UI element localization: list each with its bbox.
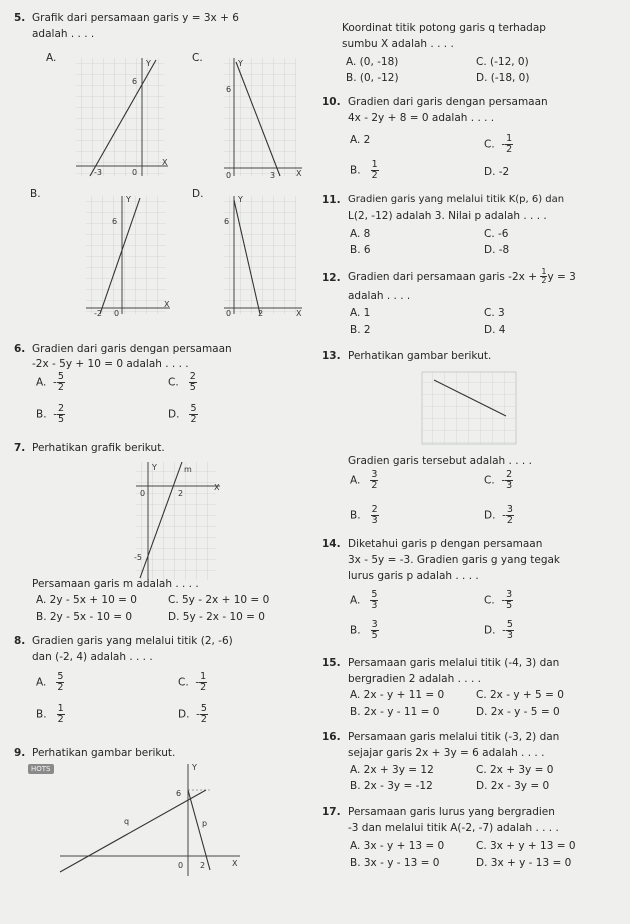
option-letter: C. (484, 594, 495, 607)
q12-option-c[interactable]: C. 3 (484, 307, 505, 319)
q15-text2: bergradien 2 adalah . . . . (348, 673, 481, 685)
q6-option-b[interactable] (36, 404, 65, 425)
q-label: q (124, 817, 130, 826)
fraction: $\frac{5}{2}$ (200, 703, 207, 725)
q10-text2: 4x - 2y + 8 = 0 adalah . . . . (348, 112, 495, 124)
p-label: p (202, 819, 208, 828)
y-axis-label: Y (126, 195, 131, 204)
q11-text2: L(2, -12) adalah 3. Nilai p adalah . . . . (348, 210, 547, 222)
q11-option-b[interactable]: B. 6 (350, 244, 371, 256)
origin: 0 (132, 168, 138, 177)
q12-option-a[interactable]: A. 1 (350, 307, 371, 319)
q13-option-d[interactable] (484, 505, 514, 526)
q7-option-c[interactable]: C. 5y - 2x + 10 = 0 (168, 594, 270, 606)
y-tick: 6 (176, 789, 182, 798)
q7-text: Perhatikan grafik berikut. (32, 442, 165, 454)
q9-option-c[interactable]: C. (-12, 0) (476, 56, 529, 68)
q11-option-a[interactable]: A. 8 (350, 228, 371, 240)
q5-graph-c (218, 52, 308, 182)
q17-text2: -3 dan melalui titik A(-2, -7) adalah . . . . (348, 822, 559, 834)
fraction: $\frac{1}{2}$ (57, 703, 64, 725)
x-tick: 2 (200, 861, 206, 870)
fraction: $\frac{1}{2}$ (371, 159, 378, 181)
option-letter: A. (350, 594, 361, 607)
option-letter: C. (484, 474, 495, 487)
q12-text2: adalah . . . . (348, 290, 411, 302)
q10-text: Gradien dari garis dengan persamaan (348, 96, 548, 108)
q6-text2: -2x - 5y + 10 = 0 adalah . . . . (32, 358, 189, 370)
grid (86, 196, 166, 314)
y-tick: 6 (224, 217, 230, 226)
q5-option-b-label[interactable]: B. (30, 188, 41, 200)
sign: - (502, 624, 506, 637)
option-letter: B. (36, 708, 47, 721)
fraction: $\frac{5}{2}$ (57, 371, 64, 393)
q9-text: Perhatikan gambar berikut. (32, 747, 176, 759)
sign: - (501, 138, 506, 151)
q8-text2: dan (-2, 4) adalah . . . . (32, 651, 153, 663)
y-tick: 6 (132, 77, 138, 86)
fraction: $\frac{1}{2}$ (506, 133, 513, 155)
q16-number: 16. (322, 731, 341, 743)
option-letter: A. (36, 676, 47, 689)
option-letter: B. (36, 408, 47, 421)
origin: 0 (114, 309, 120, 318)
y-axis-label: Y (238, 59, 243, 68)
option-letter: D. (484, 509, 496, 522)
q16-option-b[interactable]: B. 2x - 3y = -12 (350, 780, 433, 792)
q5-number: 5. (14, 12, 26, 24)
x-axis-label: X (296, 169, 302, 178)
q17-text: Persamaan garis lurus yang bergradien (348, 806, 555, 818)
option-letter: D. (168, 408, 180, 421)
grid (224, 58, 296, 176)
q7-option-a[interactable]: A. 2y - 5x + 10 = 0 (36, 594, 137, 606)
q11-option-d[interactable]: D. -8 (484, 244, 510, 256)
q14-option-c[interactable] (484, 590, 513, 611)
option-letter: B. (350, 164, 361, 177)
q10-option-b[interactable] (350, 160, 379, 181)
fraction: $\frac{2}{3}$ (371, 504, 378, 526)
y-axis-label: Y (152, 463, 157, 472)
q14-number: 14. (322, 538, 341, 550)
q8-option-b[interactable] (36, 704, 65, 725)
hots-badge: HOTS (28, 764, 54, 774)
q13-option-c[interactable] (484, 470, 513, 491)
fraction: $\frac{5}{2}$ (57, 671, 64, 693)
q14-option-d[interactable] (484, 620, 514, 641)
x-axis-label: X (296, 309, 302, 318)
q12-option-b[interactable]: B. 2 (350, 324, 371, 336)
q13-question: Gradien garis tersebut adalah . . . . (348, 455, 532, 467)
q9-option-a[interactable]: A. (0, -18) (346, 56, 399, 68)
sign: - (501, 474, 506, 487)
text-part: y = 3 (547, 270, 576, 283)
option-letter: B. (350, 509, 361, 522)
q13-text: Perhatikan gambar berikut. (348, 350, 492, 362)
q15-text: Persamaan garis melalui titik (-4, 3) dan (348, 657, 560, 669)
q14-option-b[interactable] (350, 620, 379, 641)
q6-option-a[interactable] (36, 372, 65, 393)
sign: - (195, 676, 200, 689)
fraction: $\frac{5}{3}$ (506, 619, 513, 641)
q16-option-c[interactable]: C. 2x + 3y = 0 (476, 764, 554, 776)
x-axis-label: X (162, 158, 168, 167)
q14-text: Diketahui garis p dengan persamaan (348, 538, 543, 550)
fraction: $\frac{2}{5}$ (189, 371, 196, 393)
q7-graph (130, 460, 226, 582)
x-tick: -2 (94, 309, 102, 318)
fraction: $\frac{3}{5}$ (506, 589, 513, 611)
q16-text2: sejajar garis 2x + 3y = 6 adalah . . . . (348, 747, 545, 759)
y-axis-label: Y (238, 195, 243, 204)
fraction: $\frac{2}{3}$ (506, 469, 513, 491)
q5-graph-b (80, 190, 176, 320)
q9-cont-text2: sumbu X adalah . . . . (342, 38, 454, 50)
q6-option-c[interactable] (168, 372, 197, 393)
sign: - (196, 708, 200, 721)
fraction: $\frac{3}{5}$ (371, 619, 378, 641)
q12-number: 12. (322, 272, 341, 284)
fraction: $\frac{2}{5}$ (58, 403, 65, 425)
q9-number: 9. (14, 747, 26, 759)
q17-option-d[interactable]: D. 3x + y - 13 = 0 (476, 857, 572, 869)
option-letter: A. (350, 474, 361, 487)
q8-option-d[interactable] (178, 704, 208, 725)
option-letter: D. (484, 624, 496, 637)
q15-option-a[interactable]: A. 2x - y + 11 = 0 (350, 689, 445, 701)
x-axis-label: X (232, 859, 238, 868)
q9-cont-text: Koordinat titik potong garis q terhadap (342, 22, 546, 34)
x-axis-label: X (164, 300, 170, 309)
q14-option-a[interactable] (350, 590, 378, 611)
y-tick: 6 (226, 85, 232, 94)
x-tick: 2 (258, 309, 264, 318)
origin: 0 (226, 171, 232, 180)
x-tick: -3 (94, 168, 102, 177)
sign: - (53, 408, 58, 421)
q17-option-a[interactable]: A. 3x - y + 13 = 0 (350, 840, 445, 852)
q5-text2: adalah . . . . (32, 28, 95, 40)
q11-number: 11. (322, 194, 341, 206)
fraction: $\frac{1}{2}$ (200, 671, 207, 693)
y-axis-label: Y (192, 763, 197, 772)
q10-option-d[interactable]: D. -2 (484, 166, 510, 178)
q7-option-b[interactable]: B. 2y - 5x - 10 = 0 (36, 611, 133, 623)
q15-number: 15. (322, 657, 341, 669)
q15-option-c[interactable]: C. 2x - y + 5 = 0 (476, 689, 564, 701)
line-q (60, 790, 206, 872)
q12-text (348, 268, 576, 286)
q13-option-a[interactable] (350, 470, 378, 491)
y-axis-label: Y (146, 59, 151, 68)
m-label: m (184, 465, 192, 474)
q16-option-d[interactable]: D. 2x - 3y = 0 (476, 780, 550, 792)
fraction: $\frac{3}{2}$ (506, 504, 513, 526)
q16-text: Persamaan garis melalui titik (-3, 2) dan (348, 731, 560, 743)
q11-option-c[interactable]: C. -6 (484, 228, 509, 240)
q6-text: Gradien dari garis dengan persamaan (32, 343, 232, 355)
q8-option-c[interactable] (178, 672, 207, 693)
sign: - (53, 376, 57, 389)
q13-option-b[interactable] (350, 505, 379, 526)
q6-option-d[interactable] (168, 404, 198, 425)
q10-number: 10. (322, 96, 341, 108)
option-letter: C. (168, 376, 179, 389)
q9-graph (40, 760, 260, 880)
q8-number: 8. (14, 635, 26, 647)
q7-option-d[interactable]: D. 5y - 2x - 10 = 0 (168, 611, 265, 623)
q8-option-a[interactable] (36, 672, 64, 693)
text-part: Gradien dari persamaan garis -2x + (348, 270, 537, 283)
q15-option-b[interactable]: B. 2x - y - 11 = 0 (350, 706, 440, 718)
q11-text: Gradien garis yang melalui titik K(p, 6) dan (348, 194, 565, 205)
grid (422, 372, 516, 444)
grid (224, 196, 296, 314)
sign: - (501, 594, 506, 607)
option-letter: C. (484, 138, 495, 151)
option-letter: D. (178, 708, 190, 721)
origin: 0 (226, 309, 232, 318)
origin: 0 (178, 861, 184, 870)
q10-option-a[interactable]: A. 2 (350, 134, 371, 146)
q7-number: 7. (14, 442, 26, 454)
q13-graph (420, 370, 518, 446)
y-tick: 6 (112, 217, 118, 226)
q6-number: 6. (14, 343, 26, 355)
fraction: $\frac{5}{3}$ (371, 589, 378, 611)
q5-text: Grafik dari persamaan garis y = 3x + 6 (32, 12, 239, 24)
q7-question: Persamaan garis m adalah . . . . (32, 578, 199, 590)
q14-text2: 3x - 5y = -3. Gradien garis g yang tegak (348, 554, 560, 566)
q14-text3: lurus garis p adalah . . . . (348, 570, 479, 582)
grid (76, 58, 164, 176)
q16-option-a[interactable]: A. 2x + 3y = 12 (350, 764, 434, 776)
q5-graph-a (70, 52, 174, 180)
q17-number: 17. (322, 806, 341, 818)
option-letter: B. (350, 624, 361, 637)
origin: 0 (140, 489, 146, 498)
q5-option-d-label[interactable]: D. (192, 188, 204, 200)
q15-option-d[interactable]: D. 2x - y - 5 = 0 (476, 706, 560, 718)
q12-option-d[interactable]: D. 4 (484, 324, 506, 336)
q17-option-b[interactable]: B. 3x - y - 13 = 0 (350, 857, 440, 869)
sign: - (502, 509, 506, 522)
q5-option-c-label[interactable]: C. (192, 52, 203, 64)
q10-option-c[interactable] (484, 134, 513, 155)
q9-option-d[interactable]: D. (-18, 0) (476, 72, 530, 84)
fraction: $\frac{3}{2}$ (371, 469, 378, 491)
x-tick: 2 (178, 489, 184, 498)
fraction: $\frac{1}{2}$ (541, 267, 547, 286)
x-axis-label: X (214, 483, 220, 492)
fraction: $\frac{5}{2}$ (190, 403, 197, 425)
line-p (188, 790, 210, 870)
q9-option-b[interactable]: B. (0, -12) (346, 72, 399, 84)
q8-text: Gradien garis yang melalui titik (2, -6) (32, 635, 233, 647)
q13-number: 13. (322, 350, 341, 362)
y-tick: -5 (134, 553, 142, 562)
q17-option-c[interactable]: C. 3x + y + 13 = 0 (476, 840, 576, 852)
q5-option-a-label[interactable]: A. (46, 52, 57, 64)
option-letter: A. (36, 376, 47, 389)
q5-graph-d (218, 190, 308, 320)
option-letter: C. (178, 676, 189, 689)
x-tick: 3 (270, 171, 276, 180)
